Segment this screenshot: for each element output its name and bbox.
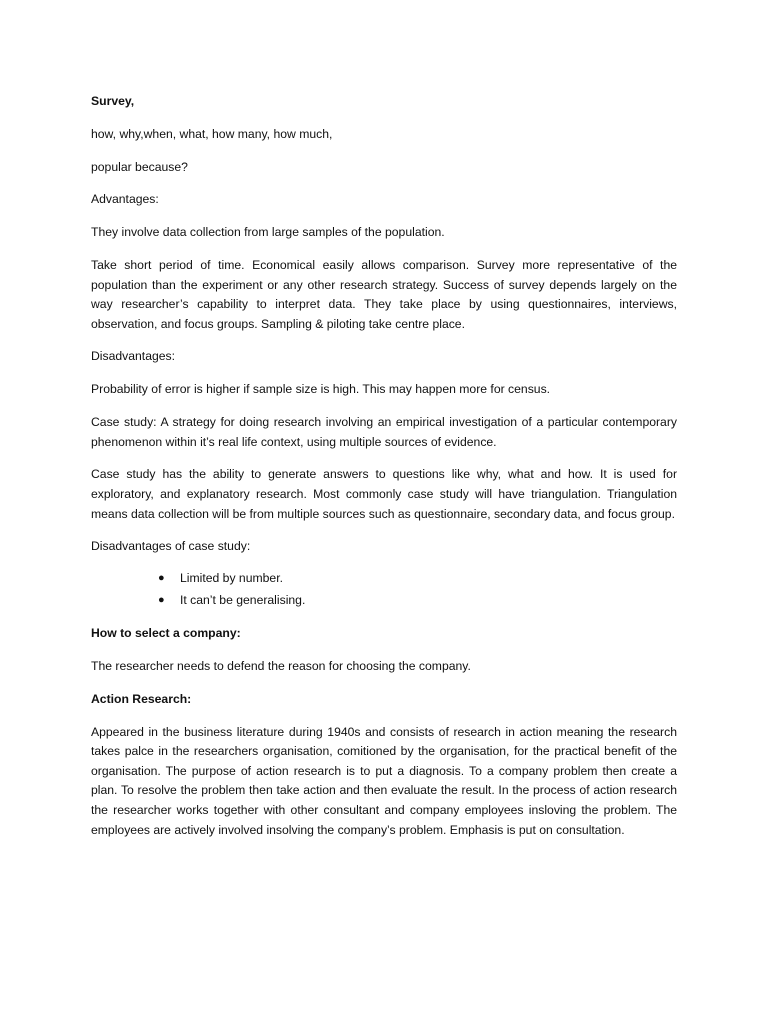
survey-heading: Survey, (91, 94, 135, 108)
disadvantages-paragraph: Probability of error is higher if sample size is high. This may happen more for census. (91, 382, 551, 397)
advantages-heading: Advantages: (91, 192, 159, 207)
select-company-heading: How to select a company: (91, 626, 241, 641)
list-item (91, 568, 677, 590)
bullet-icon: ● (158, 593, 165, 606)
case-study-definition: Case study: A strategy for doing research involving an empirical investigation of a particular contemporary phenomenon within it’s real life context, using multiple sources of evidence. (91, 415, 677, 449)
advantages-paragraph-2: Take short period of time. Economical easily allows comparison. Survey more representative of the population than the experiment or any other research strategy. Success of survey depends largely on the way researcher’s capability to interpret data. They take place by using questionnaires, interviews, observation, and focus groups. Sampling & piloting take centre place. (91, 257, 677, 331)
questions-line: how, why,when, what, how many, how much, (91, 126, 333, 141)
popular-line: popular because? (91, 159, 188, 174)
action-research-heading: Action Research: (91, 691, 192, 706)
list-item-text: It can’t be generalising. (180, 592, 306, 607)
bullet-icon: ● (158, 572, 165, 585)
list-item-text: Limited by number. (180, 571, 283, 586)
disadvantages-heading: Disadvantages: (91, 349, 176, 364)
advantages-paragraph-1: They involve data collection from large samples of the population. (91, 225, 445, 240)
select-company-paragraph: The researcher needs to defend the reason for choosing the company. (91, 659, 471, 674)
case-study-paragraph: Case study has the ability to generate answers to questions like why, what and how. It is used for exploratory, and explanatory research. Most commonly case study will have triangulation. Triangulation means data collection will be from multiple sources such as questionnaire, secondary data, and focus group. (91, 467, 677, 521)
case-study-disadvantages-heading: Disadvantages of case study: (91, 539, 251, 554)
list-item (91, 590, 677, 612)
action-research-paragraph: Appeared in the business literature during 1940s and consists of research in action meaning the research takes palce in the researchers organisation, comitioned by the organisation, for the practical benefit of the organisation. The purpose of action research is to put a diagnosis. To a company problem then create a plan. To resolve the problem then take action and then evaluate the result. In the process of action research the researcher works together with other consultant and company employees insloving the problem. The employees are actively involved insolving the company’s problem. Emphasis is put on consultation. (91, 724, 677, 837)
case-study-disadvantages-list (91, 568, 677, 611)
